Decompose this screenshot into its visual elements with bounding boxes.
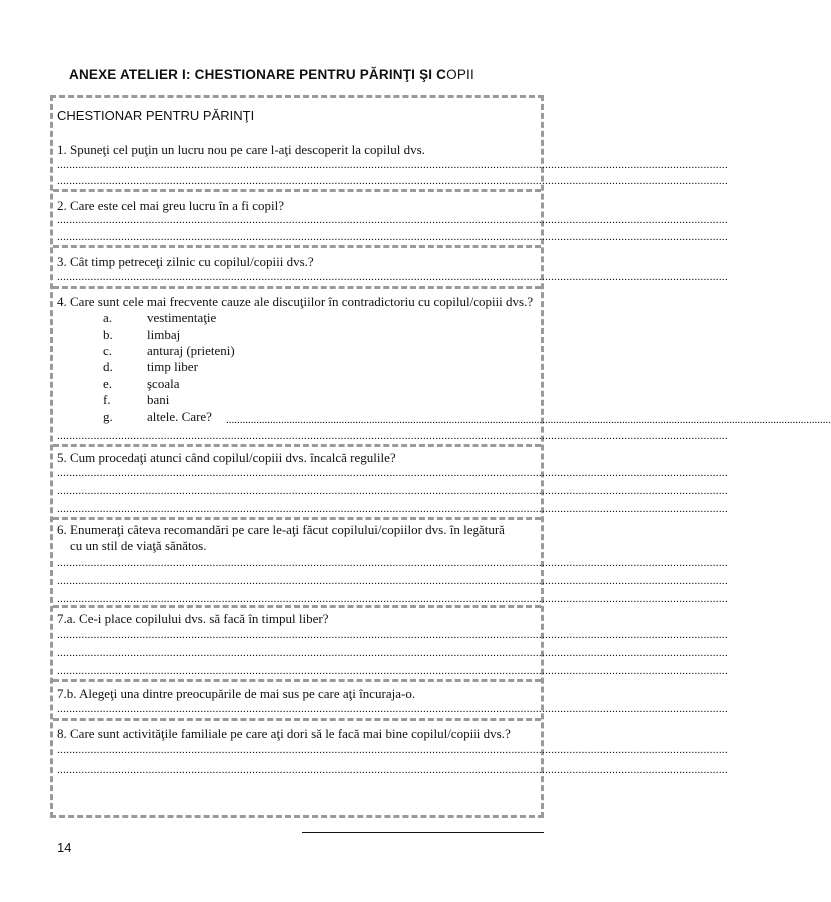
option-text: vestimentaţie	[147, 310, 217, 325]
question-2: 2. Care este cel mai greu lucru în a fi copil?	[57, 198, 285, 213]
answer-line[interactable]: ............................................................................................................................................................................................................................	[57, 703, 728, 715]
question-6-line-2: cu un stil de viaţă sănătos.	[70, 538, 207, 553]
option-letter: e.	[103, 376, 113, 391]
answer-line[interactable]: ............................................................................................................................................................................................................................	[226, 414, 831, 426]
question-1: 1. Spuneţi cel puţin un lucru nou pe care l-aţi descoperit la copilul dvs.	[57, 142, 425, 157]
section-divider	[53, 286, 541, 289]
answer-line[interactable]: ............................................................................................................................................................................................................................	[57, 665, 728, 677]
answer-line[interactable]: ............................................................................................................................................................................................................................	[57, 503, 728, 515]
page-number: 14	[57, 840, 72, 855]
option-letter: a.	[103, 310, 113, 325]
answer-line[interactable]: ............................................................................................................................................................................................................................	[57, 647, 728, 659]
question-5: 5. Cum procedaţi atunci când copilul/copiii dvs. încalcă regulile?	[57, 450, 396, 465]
question-4: 4. Care sunt cele mai frecvente cauze ale discuţiilor în contradictoriu cu copilul/copiii dvs.?	[57, 294, 534, 309]
question-7a: 7.a. Ce-i place copilului dvs. să facă în timpul liber?	[57, 611, 329, 626]
option-text: anturaj (prieteni)	[147, 343, 235, 358]
option-letter: g.	[103, 409, 113, 424]
answer-line[interactable]: ............................................................................................................................................................................................................................	[57, 744, 728, 756]
option-text: limbaj	[147, 327, 181, 342]
answer-line[interactable]: ............................................................................................................................................................................................................................	[57, 271, 728, 283]
answer-line[interactable]: ............................................................................................................................................................................................................................	[57, 629, 728, 641]
answer-line[interactable]: ............................................................................................................................................................................................................................	[57, 557, 728, 569]
answer-line[interactable]: ............................................................................................................................................................................................................................	[57, 214, 728, 226]
answer-line[interactable]: ............................................................................................................................................................................................................................	[57, 764, 728, 776]
option-letter: b.	[103, 327, 113, 342]
option-letter: f.	[103, 392, 111, 407]
option-letter: c.	[103, 343, 113, 358]
section-divider	[53, 189, 541, 192]
section-divider	[53, 605, 541, 608]
option-text: altele. Care?	[147, 409, 212, 424]
question-7b: 7.b. Alegeţi una dintre preocupările de mai sus pe care aţi încuraja-o.	[57, 686, 416, 701]
section-divider	[53, 444, 541, 447]
section-divider	[53, 679, 541, 682]
question-6-line-1: 6. Enumeraţi câteva recomandări pe care le-aţi făcut copilului/copiilor dvs. în legătură	[57, 522, 505, 537]
questionnaire-title: CHESTIONAR PENTRU PĂRINŢI	[57, 108, 255, 123]
answer-line[interactable]: ............................................................................................................................................................................................................................	[57, 159, 728, 171]
option-text: timp liber	[147, 359, 198, 374]
question-3: 3. Cât timp petreceţi zilnic cu copilul/copiii dvs.?	[57, 254, 314, 269]
question-8: 8. Care sunt activităţile familiale pe care aţi dori să le facă mai bine copilul/copiii dvs.?	[57, 726, 511, 741]
answer-line[interactable]: ............................................................................................................................................................................................................................	[57, 175, 728, 187]
option-text: bani	[147, 392, 170, 407]
answer-line[interactable]: ............................................................................................................................................................................................................................	[57, 593, 728, 605]
page-title-tail: OPII	[446, 67, 474, 82]
page-title-main: ANEXE ATELIER I: CHESTIONARE PENTRU PĂRINŢI ŞI C	[69, 67, 447, 82]
section-divider	[53, 718, 541, 721]
section-divider	[53, 517, 541, 520]
answer-line[interactable]: ............................................................................................................................................................................................................................	[57, 467, 728, 479]
answer-line[interactable]: ............................................................................................................................................................................................................................	[57, 485, 728, 497]
answer-line[interactable]: ............................................................................................................................................................................................................................	[57, 430, 728, 442]
answer-line[interactable]: ............................................................................................................................................................................................................................	[57, 231, 728, 243]
answer-line[interactable]: ............................................................................................................................................................................................................................	[57, 575, 728, 587]
footer-rule	[302, 832, 544, 833]
page-title	[69, 67, 474, 82]
option-text: şcoala	[147, 376, 180, 391]
option-letter: d.	[103, 359, 113, 374]
section-divider	[53, 245, 541, 248]
